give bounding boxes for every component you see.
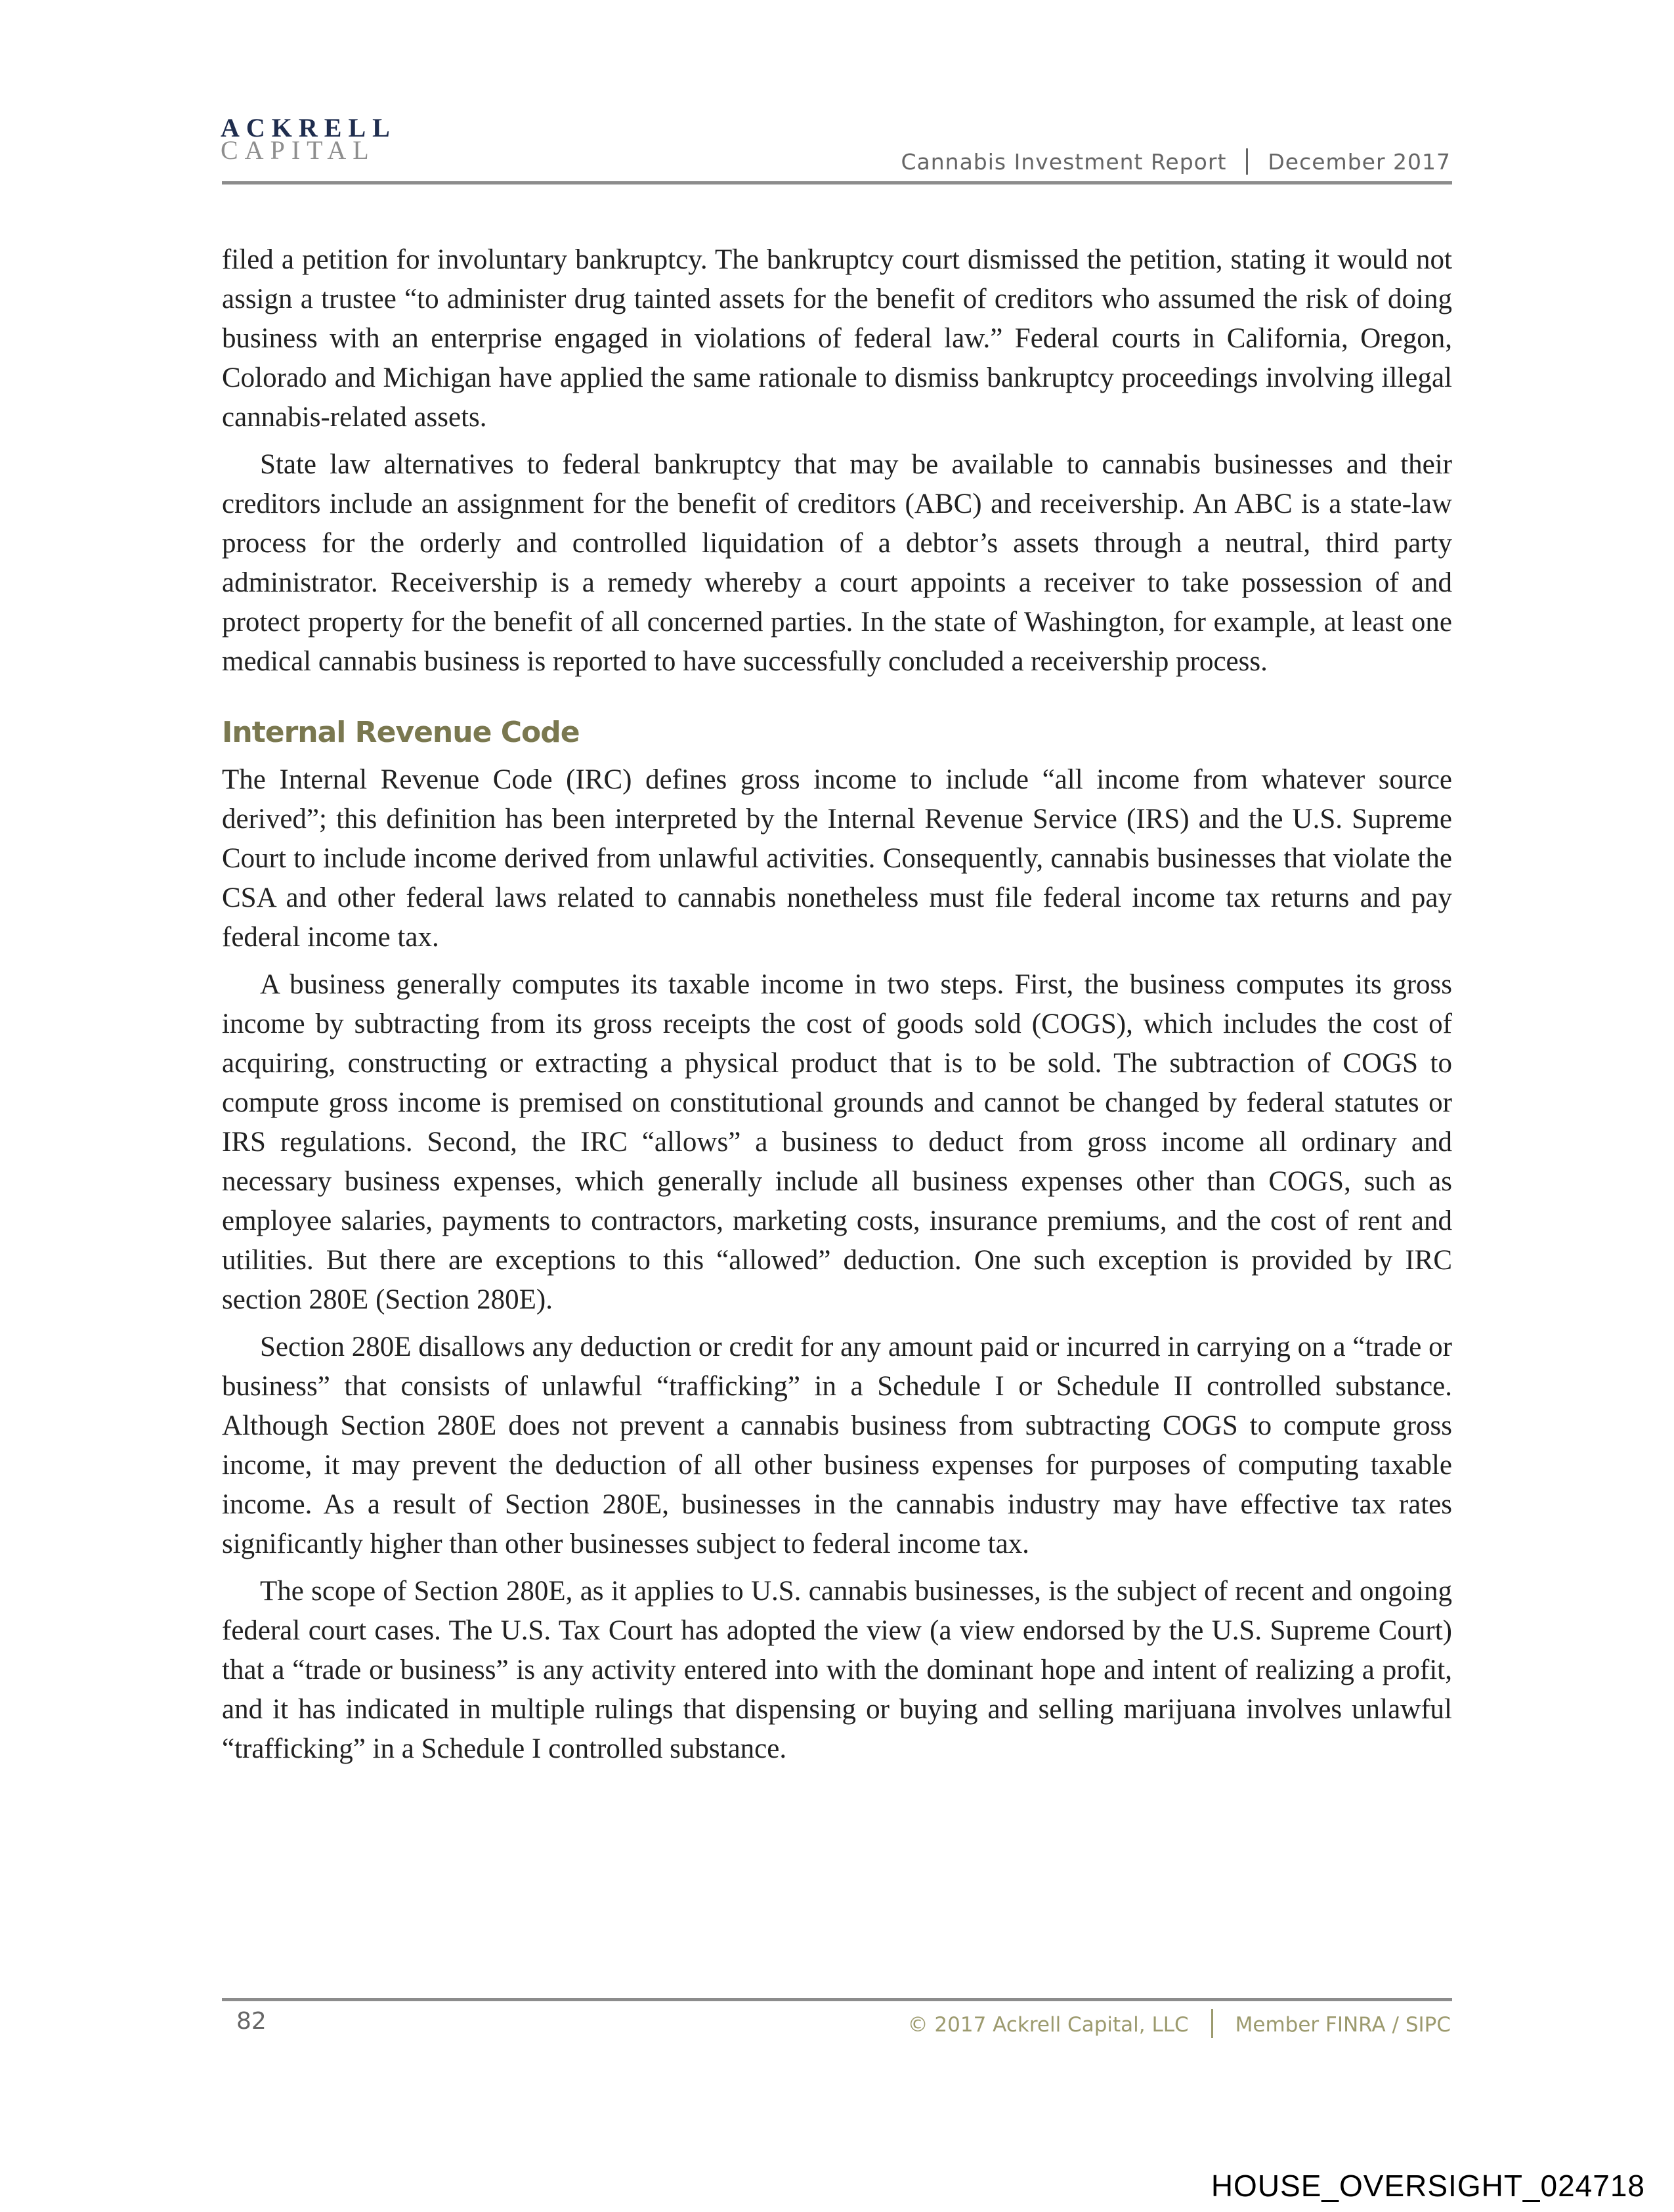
finra-sipc-membership: Member FINRA / SIPC [1235, 2013, 1451, 2037]
paragraph-state-law-alternatives: State law alternatives to federal bankruptcy that may be available to cannabis businesses and their creditors include an assignment for the benefit of creditors (ABC) and receivership. An ABC is a state-law process for the orderly and controlled liquidation of a debtor’s assets through a neutral, third party administrator. Receivership is a remedy whereby a court appoints a receiver to take possession of and protect property for the benefit of all concerned parties. In the state of Washington, for example, at least one medical cannabis business is reported to have successfully concluded a receivership process. [222, 449, 1452, 677]
logo-line-ackrell: ACKRELL [221, 113, 397, 142]
logo-line-capital: CAPITAL [221, 135, 376, 165]
page-number: 82 [236, 2008, 267, 2035]
footer-separator [1211, 2009, 1213, 2038]
paragraph-bankruptcy-continued: filed a petition for involuntary bankruptcy. The bankruptcy court dismissed the petition, stating it would not assign a trustee “to administer drug tainted assets for the benefit of creditors who assumed the risk of doing business with an enterprise engaged in violations of federal law.” Federal courts in California, Oregon, Colorado and Michigan have applied the same rationale to dismiss bankruptcy proceedings involving illegal cannabis-related assets. [222, 244, 1452, 433]
report-date: December 2017 [1268, 149, 1451, 175]
footer-rule [222, 1998, 1452, 2001]
ackrell-capital-logo [221, 113, 397, 165]
section-heading-internal-revenue-code: Internal Revenue Code [222, 716, 580, 749]
paragraph-280e-scope: The scope of Section 280E, as it applies to U.S. cannabis businesses, is the subject of recent and ongoing federal court cases. The U.S. Tax Court has adopted the view (a view endorsed by the U.S. Supreme Court) that a “trade or business” is any activity entered into with the dominant hope and intent of realizing a profit, and it has indicated in multiple rulings that dispensing or buying and selling marijuana involves unlawful “trafficking” in a Schedule I controlled substance. [222, 1576, 1452, 1764]
paragraph-irc-gross-income: The Internal Revenue Code (IRC) defines gross income to include “all income from whatever source derived”; this definition has been interpreted by the Internal Revenue Service (IRS) and the U.S. Supreme Court to include income derived from unlawful activities. Consequently, cannabis businesses that violate the CSA and other federal laws related to cannabis nonetheless must file federal income tax returns and pay federal income tax. [222, 764, 1452, 953]
paragraph-section-280e: Section 280E disallows any deduction or credit for any amount paid or incurred in carrying on a “trade or business” that consists of unlawful “trafficking” in a Schedule I or Schedule II controlled substance. Although Section 280E does not prevent a cannabis business from subtracting COGS to compute gross income, it may prevent the deduction of all other business expenses for purposes of computing taxable income. As a result of Section 280E, businesses in the cannabis industry may have effective tax rates significantly higher than other businesses subject to federal income tax. [222, 1332, 1452, 1559]
header-separator [1246, 148, 1248, 175]
copyright-notice: © 2017 Ackrell Capital, LLC [907, 2013, 1189, 2037]
body-text [222, 240, 1452, 1777]
footer-legal [908, 2009, 1451, 2038]
report-title: Cannabis Investment Report [901, 149, 1227, 175]
paragraph-taxable-income-steps: A business generally computes its taxable income in two steps. First, the business computes its gross income by subtracting from its gross receipts the cost of goods sold (COGS), which includes the cost of acquiring, constructing or extracting a physical product that is to be sold. The subtraction of COGS to compute gross income is premised on constitutional grounds and cannot be changed by federal statutes or IRS regulations. Second, the IRC “allows” a business to deduct from gross income all ordinary and necessary business expenses, which generally include all business expenses other than COGS, such as employee salaries, payments to contractors, marketing costs, insurance premiums, and the cost of rent and utilities. But there are exceptions to this “allowed” deduction. One such exception is provided by IRC section 280E (Section 280E). [222, 969, 1452, 1315]
header-rule [222, 181, 1452, 184]
running-header [901, 148, 1451, 175]
bates-number: HOUSE_OVERSIGHT_024718 [1211, 2169, 1645, 2203]
